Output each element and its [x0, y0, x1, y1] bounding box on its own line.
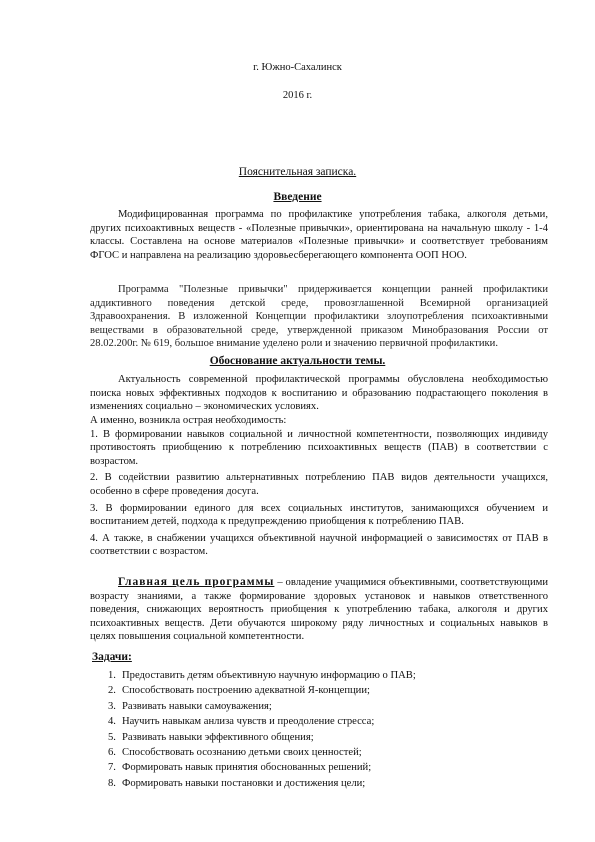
list-item [108, 730, 416, 745]
task-text: Предоставить детям объективную научную информацию о ПАВ; [122, 670, 416, 681]
explanatory-note-title: Пояснительная записка. [238, 166, 357, 178]
task-number: 6. [108, 747, 116, 759]
goal-text: – овладение учащимися объективными, соответствующими возрасту знаниями, а также формирование здоровых установок и навыков ответственного поведения, снижающих вероятность приобщения к употреблению табака, алкоголя и других психоактивных веществ. Дети обучаются широкому ряду личностных и социальных навыков в целях повышения социальной компетентности. [90, 577, 548, 643]
task-text: Формировать навык принятия обоснованных решений; [122, 762, 372, 774]
task-text: Способствовать построению адекватной Я-концепции; [122, 685, 370, 697]
tasks-list [108, 668, 416, 791]
intro-paragraph-1: Модифицированная программа по профилактике употребления табака, алкоголя детьми, других психоактивных веществ - «Полезные привычки», ориентирована на начальную школу - 1-4 классы. Составлена на основе материалов «Полезные привычки» и соответствует требованиям ФГОС и направлена на реализацию здоровьесберегающего компонента ООП НОО. [90, 209, 548, 261]
goal-heading: Главная цель программы [118, 576, 275, 588]
task-text: Способствовать осознанию детьми своих ценностей; [122, 747, 362, 759]
necessity-lead: А именно, возникла острая необходимость: [90, 415, 287, 426]
necessity-item: 3. В формировании единого для всех социальных институтов, занимающихся обучением и воспитанием детей, подхода к предупреждению приобщения к потреблению ПАВ. [90, 502, 548, 528]
list-item [108, 699, 416, 714]
necessity-item: 1. В формировании навыков социальной и личностной компетентности, позволяющих индивиду противостоять приобщению к потреблению психоактивных веществ (ПАВ) в соответствии с возрастом. [90, 428, 548, 467]
task-number: 5. [108, 731, 116, 743]
task-number: 8. [108, 777, 116, 789]
task-text: Развивать навыки эффективного общения; [122, 731, 314, 743]
list-item [108, 745, 416, 760]
list-item [108, 760, 416, 775]
task-number: 7. [108, 762, 116, 774]
task-text: Развивать навыки самоуважения; [122, 700, 272, 712]
task-number: 1. [108, 670, 116, 681]
necessity-item: 4. А также, в снабжении учащихся объективной научной информацией о зависимостях от ПАВ в соответствии с возрастом. [90, 532, 548, 558]
list-item [108, 776, 416, 791]
year-line: 2016 г. [282, 90, 313, 101]
task-text: Формировать навыки постановки и достижения цели; [122, 777, 366, 789]
list-item [108, 668, 416, 683]
intro-heading: Введение [273, 191, 322, 203]
task-text: Научить навыкам анлиза чувств и преодоление стресса; [122, 716, 375, 728]
task-number: 2. [108, 685, 116, 697]
necessity-item: 2. В содействии развитию альтернативных потреблению ПАВ видов деятельности учащихся, особенно в сфере проведения досуга. [90, 472, 548, 497]
goal-paragraph [90, 576, 548, 644]
list-item [108, 683, 416, 698]
task-number: 3. [108, 700, 116, 712]
city-line: г. Южно-Сахалинск [253, 62, 342, 73]
actuality-paragraph: Актуальность современной профилактической программы обусловлена необходимостью поиска новых эффективных подходов к воспитанию и образованию подрастающего поколения в изменениях социально – экономических условиях. [90, 374, 548, 413]
tasks-heading: Задачи: [92, 651, 132, 663]
necessity-list [90, 414, 548, 559]
intro-paragraph-2: Программа "Полезные привычки" придерживается концепции ранней профилактики аддиктивного поведения детской среде, провозглашенной Всемирной организацией Здравоохранения. В изложенной Концепции профилактики злоупотребления психоактивными веществами в образовательной среде, утвержденной приказом Минобразования России от 28.02.200г. № 619, большое внимание уделено роли и значению первичной профилактики. [90, 284, 548, 350]
actuality-heading: Обоснование актуальности темы. [209, 355, 386, 367]
task-number: 4. [108, 716, 116, 728]
list-item [108, 714, 416, 729]
